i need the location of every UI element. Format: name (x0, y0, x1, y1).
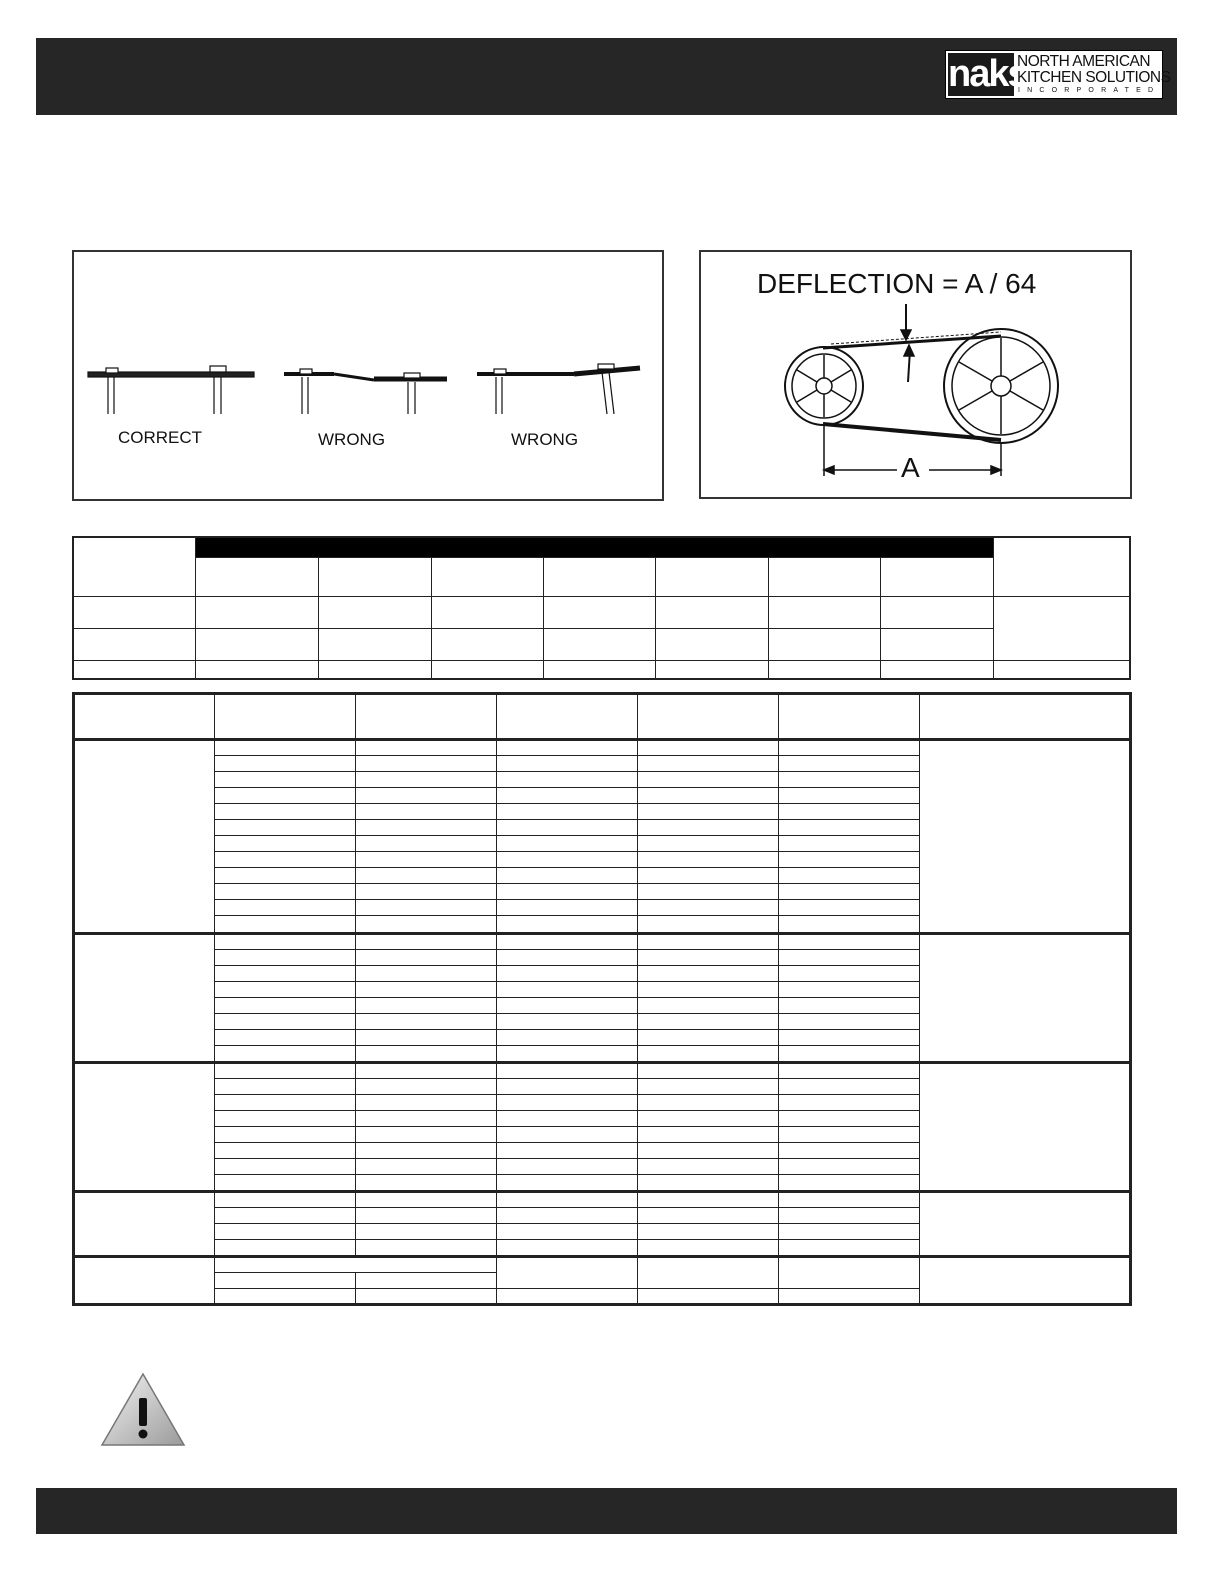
belt-deflection-panel (699, 250, 1132, 499)
dimension-a-label: A (901, 452, 920, 483)
deflection-formula: DEFLECTION = A / 64 (757, 268, 1037, 299)
alignment-drawing (74, 252, 666, 503)
wrong-label-1: WRONG (318, 430, 386, 449)
table-row (73, 628, 1130, 660)
table-row (73, 557, 1130, 596)
table-row (74, 934, 1131, 950)
table-row (73, 537, 1130, 557)
warning-icon (100, 1372, 186, 1448)
spec-table-main (72, 692, 1132, 1306)
logo-mark: naks (948, 53, 1027, 95)
spec-table-top (72, 536, 1131, 680)
table-row (74, 1192, 1131, 1208)
table-row (74, 1257, 1131, 1273)
logo-line-3: INCORPORATED (1018, 87, 1161, 94)
logo-line-1: NORTH AMERICAN (1017, 53, 1151, 70)
wrong-label-2: WRONG (511, 430, 579, 449)
logo-line-2: KITCHEN SOLUTIONS (1017, 69, 1171, 86)
correct-label: CORRECT (118, 428, 203, 447)
table-header-row (74, 694, 1131, 740)
table-row (73, 596, 1130, 628)
table-row (74, 740, 1131, 756)
footer-bar (36, 1488, 1177, 1534)
table-row (74, 1063, 1131, 1079)
naks-logo (945, 50, 1171, 99)
table-row (73, 660, 1130, 679)
belt-alignment-panel (72, 250, 664, 501)
